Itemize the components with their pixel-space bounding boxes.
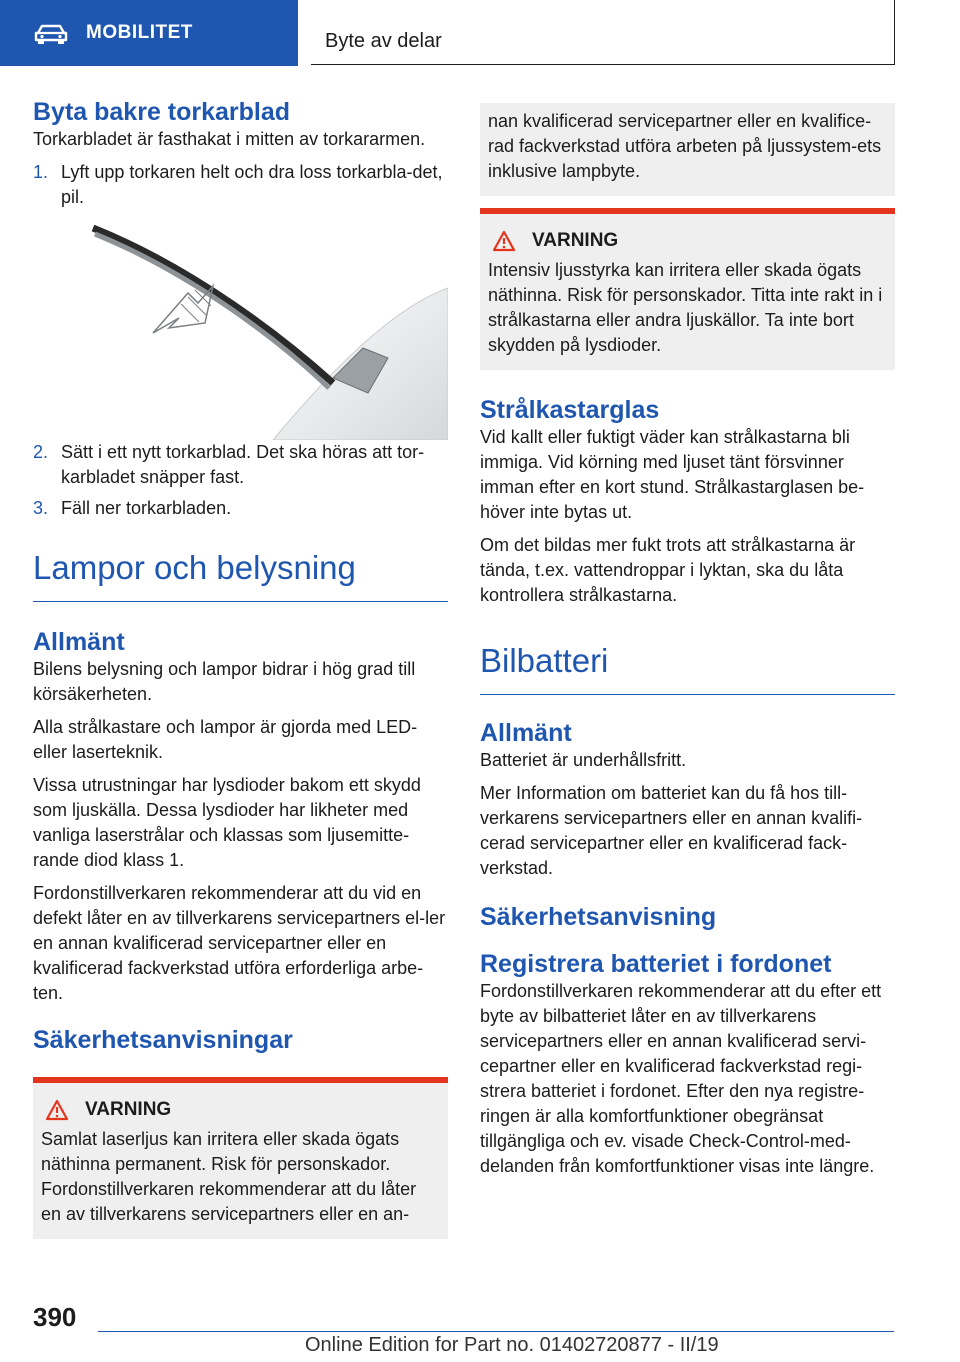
warning-text: Samlat laserljus kan irritera eller skada ögats näthinna permanent. Risk för personskador. Fordonstillverkaren rekommenderar att du låter en av tillverkarens servicepartners eller en an- — [41, 1129, 417, 1224]
general-para: Alla strålkastare och lampor är gjorda med LED- eller laserteknik. — [33, 717, 418, 762]
battery-para: Batteriet är underhållsfritt. — [480, 750, 687, 770]
wiper-steps — [33, 160, 448, 210]
general-para: Fordonstillverkaren rekommenderar att du vid en defekt låter en av tillverkarens servicepartners el-ler en annan kvalificerad servicepartner eller en kvalificerad fackverkstad utföra erforderliga arbe-ten. — [33, 883, 446, 1003]
chapter-label: Byte av delar — [325, 30, 442, 52]
warning-text: Intensiv ljusstyrka kan irritera eller skada ögats näthinna. Risk för personskador. Titta inte rakt in i strålkastarna eller andra ljuskällor. Ta inte bort skydden på lysdioder. — [488, 260, 883, 355]
glass-para: Vid kallt eller fuktigt väder kan strålkastarna bli immiga. Vid körning med ljuset tänt försvinner imman efter en kort stund. Strålkastarglasen be-höver inte bytas ut. — [480, 427, 865, 522]
left-column — [33, 98, 448, 1239]
battery-safety-heading: Säkerhetsanvisning — [480, 903, 717, 931]
section-tab[interactable] — [0, 0, 298, 66]
wiper-heading: Byta bakre torkarblad — [33, 98, 291, 126]
warning-header — [41, 1099, 440, 1121]
lamps-heading-block — [33, 549, 448, 602]
battery-heading-block — [480, 642, 895, 695]
wiper-illustration — [33, 218, 448, 440]
page-number: 390 — [33, 1302, 77, 1332]
car-icon — [34, 24, 68, 44]
warning-box-2 — [480, 208, 895, 370]
general-heading: Allmänt — [33, 628, 125, 656]
glass-heading: Strålkastarglas — [480, 396, 660, 424]
battery-heading: Bilbatteri — [480, 642, 609, 679]
warning-header — [488, 230, 887, 252]
warning-icon — [45, 1099, 69, 1121]
step-item: 2. Sätt i ett nytt torkarblad. Det ska höras att tor-karbladet snäpper fast. — [33, 442, 425, 487]
register-heading: Registrera batteriet i fordonet — [480, 950, 832, 978]
battery-general-heading: Allmänt — [480, 719, 572, 747]
page-header — [0, 0, 960, 66]
step-item: 1. Lyft upp torkaren helt och dra loss torkarbla-det, pil. — [33, 162, 443, 207]
battery-para: Mer Information om batteriet kan du få hos till-verkarens servicepartners eller en annan kvalifi-cerad servicepartner eller en kvalificerad fack-verkstad. — [480, 783, 863, 878]
warning-box — [33, 1077, 448, 1239]
step-item: 3. Fäll ner torkarbladen. — [33, 498, 232, 518]
wiper-steps-cont — [33, 440, 448, 521]
safety-heading: Säkerhetsanvisningar — [33, 1026, 293, 1054]
right-column — [480, 103, 895, 1187]
general-para: Bilens belysning och lampor bidrar i hög grad till körsäkerheten. — [33, 659, 416, 704]
footer-rule — [98, 1331, 894, 1332]
chapter-tab[interactable] — [311, 0, 895, 65]
warning-label: VARNING — [532, 230, 619, 251]
lamps-heading: Lampor och belysning — [33, 549, 356, 586]
register-para: Fordonstillverkaren rekommenderar att du efter ett byte av bilbatteriet låter en av tillverkarens servicepartners eller en annan kvalificerad servi-cepartner eller en kvalificerad fackverkstad regi-strera batteriet i fordonet. Efter den nya registre-ringen är alla komfortfunktioner obegränsat tillgängliga och ev. visade Check-Control-med-delanden från komfortfunktioner visas inte längre. — [480, 981, 882, 1176]
warning-icon — [492, 230, 516, 252]
footer-edition: Online Edition for Part no. 01402720877 - II/19 — [305, 1334, 719, 1356]
warning-continuation: nan kvalificerad servicepartner eller en kvalifice-rad fackverkstad utföra arbeten på ljussystem-ets inklusive lampbyte. — [480, 103, 895, 196]
general-para: Vissa utrustningar har lysdioder bakom ett skydd som ljuskälla. Dessa lysdioder har likheter med vanliga laserstrålar och klassas som ljusemitte-rande diod klass 1. — [33, 775, 421, 870]
wiper-intro: Torkarbladet är fasthakat i mitten av torkararmen. — [33, 129, 426, 149]
warning-label: VARNING — [85, 1099, 172, 1120]
section-label: MOBILITET — [86, 22, 193, 43]
glass-para: Om det bildas mer fukt trots att strålkastarna är tända, t.ex. vattendroppar i lyktan, ska du låta kontrollera strålkastarna. — [480, 535, 856, 605]
